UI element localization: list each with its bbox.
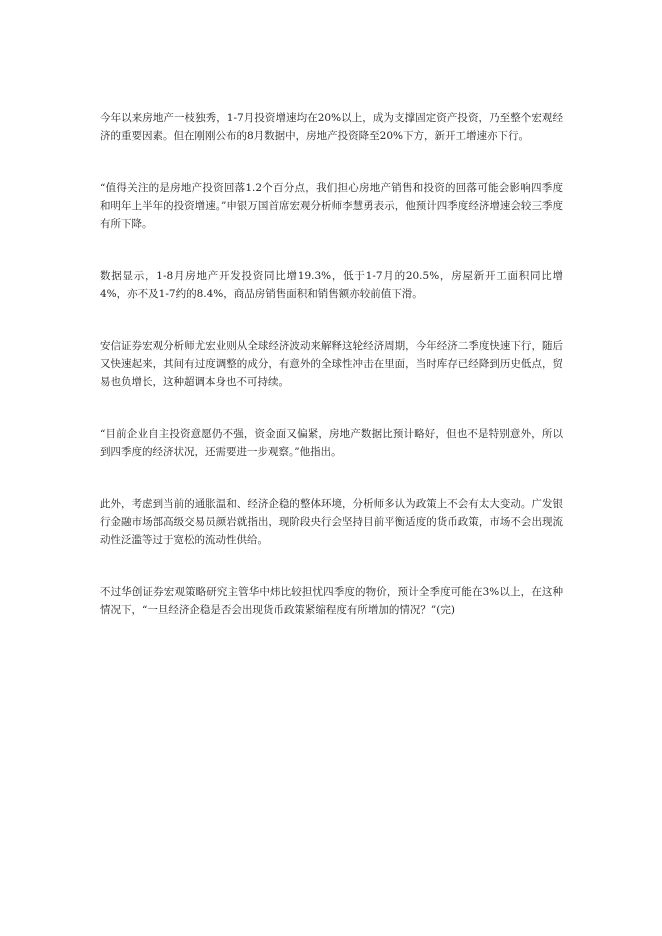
paragraph-3: 数据显示，1-8月房地产开发投资同比增19.3%，低于1-7月的20.5%，房屋新开工面积同比增4%，亦不及1-7约的8.4%，商品房销售面积和销售额亦较前值下滑。	[100, 270, 563, 300]
paragraph-5: “目前企业自主投资意愿仍不强，资金面又偏紧，房地产数据比预计略好，但也不是特别意外，所以到四季度的经济状况，还需要进一步观察。”他指出。	[100, 428, 563, 458]
paragraph-1: 今年以来房地产一枝独秀，1-7月投资增速均在20%以上，成为支撑固定资产投资，乃至整个宏观经济的重要因素。但在刚刚公布的8月数据中，房地产投资降至20%下方，新开工增速亦下行。	[100, 112, 563, 142]
paragraph-2: “值得关注的是房地产投资回落1.2个百分点，我们担心房地产销售和投资的回落可能会影响四季度和明年上半年的投资增速。”申银万国首席宏观分析师李慧勇表示，他预计四季度经济增速会较三季度有所下降。	[100, 182, 563, 230]
paragraph-6: 此外，考虑到当前的通胀温和、经济企稳的整体环境，分析师多认为政策上不会有太大变动。广发银行金融市场部高级交易员颜岩就指出，现阶段央行会坚持目前平衡适度的货币政策，市场不会出现流动性泛滥等过于宽松的流动性供给。	[100, 498, 563, 546]
article-body	[100, 109, 563, 653]
paragraph-7: 不过华创证券宏观策略研究主管华中炜比较担忧四季度的物价，预计全季度可能在3%以上，在这种情况下，“一旦经济企稳是否会出现货币政策紧缩程度有所增加的情况？”(完)	[100, 586, 563, 616]
paragraph-4: 安信证券宏观分析师尤宏业则从全球经济波动来解释这轮经济周期，今年经济二季度快速下行，随后又快速起来，其间有过度调整的成分，有意外的全球性冲击在里面，当时库存已经降到历史低点，贸易也负增长，这种超调本身也不可持续。	[100, 340, 563, 388]
